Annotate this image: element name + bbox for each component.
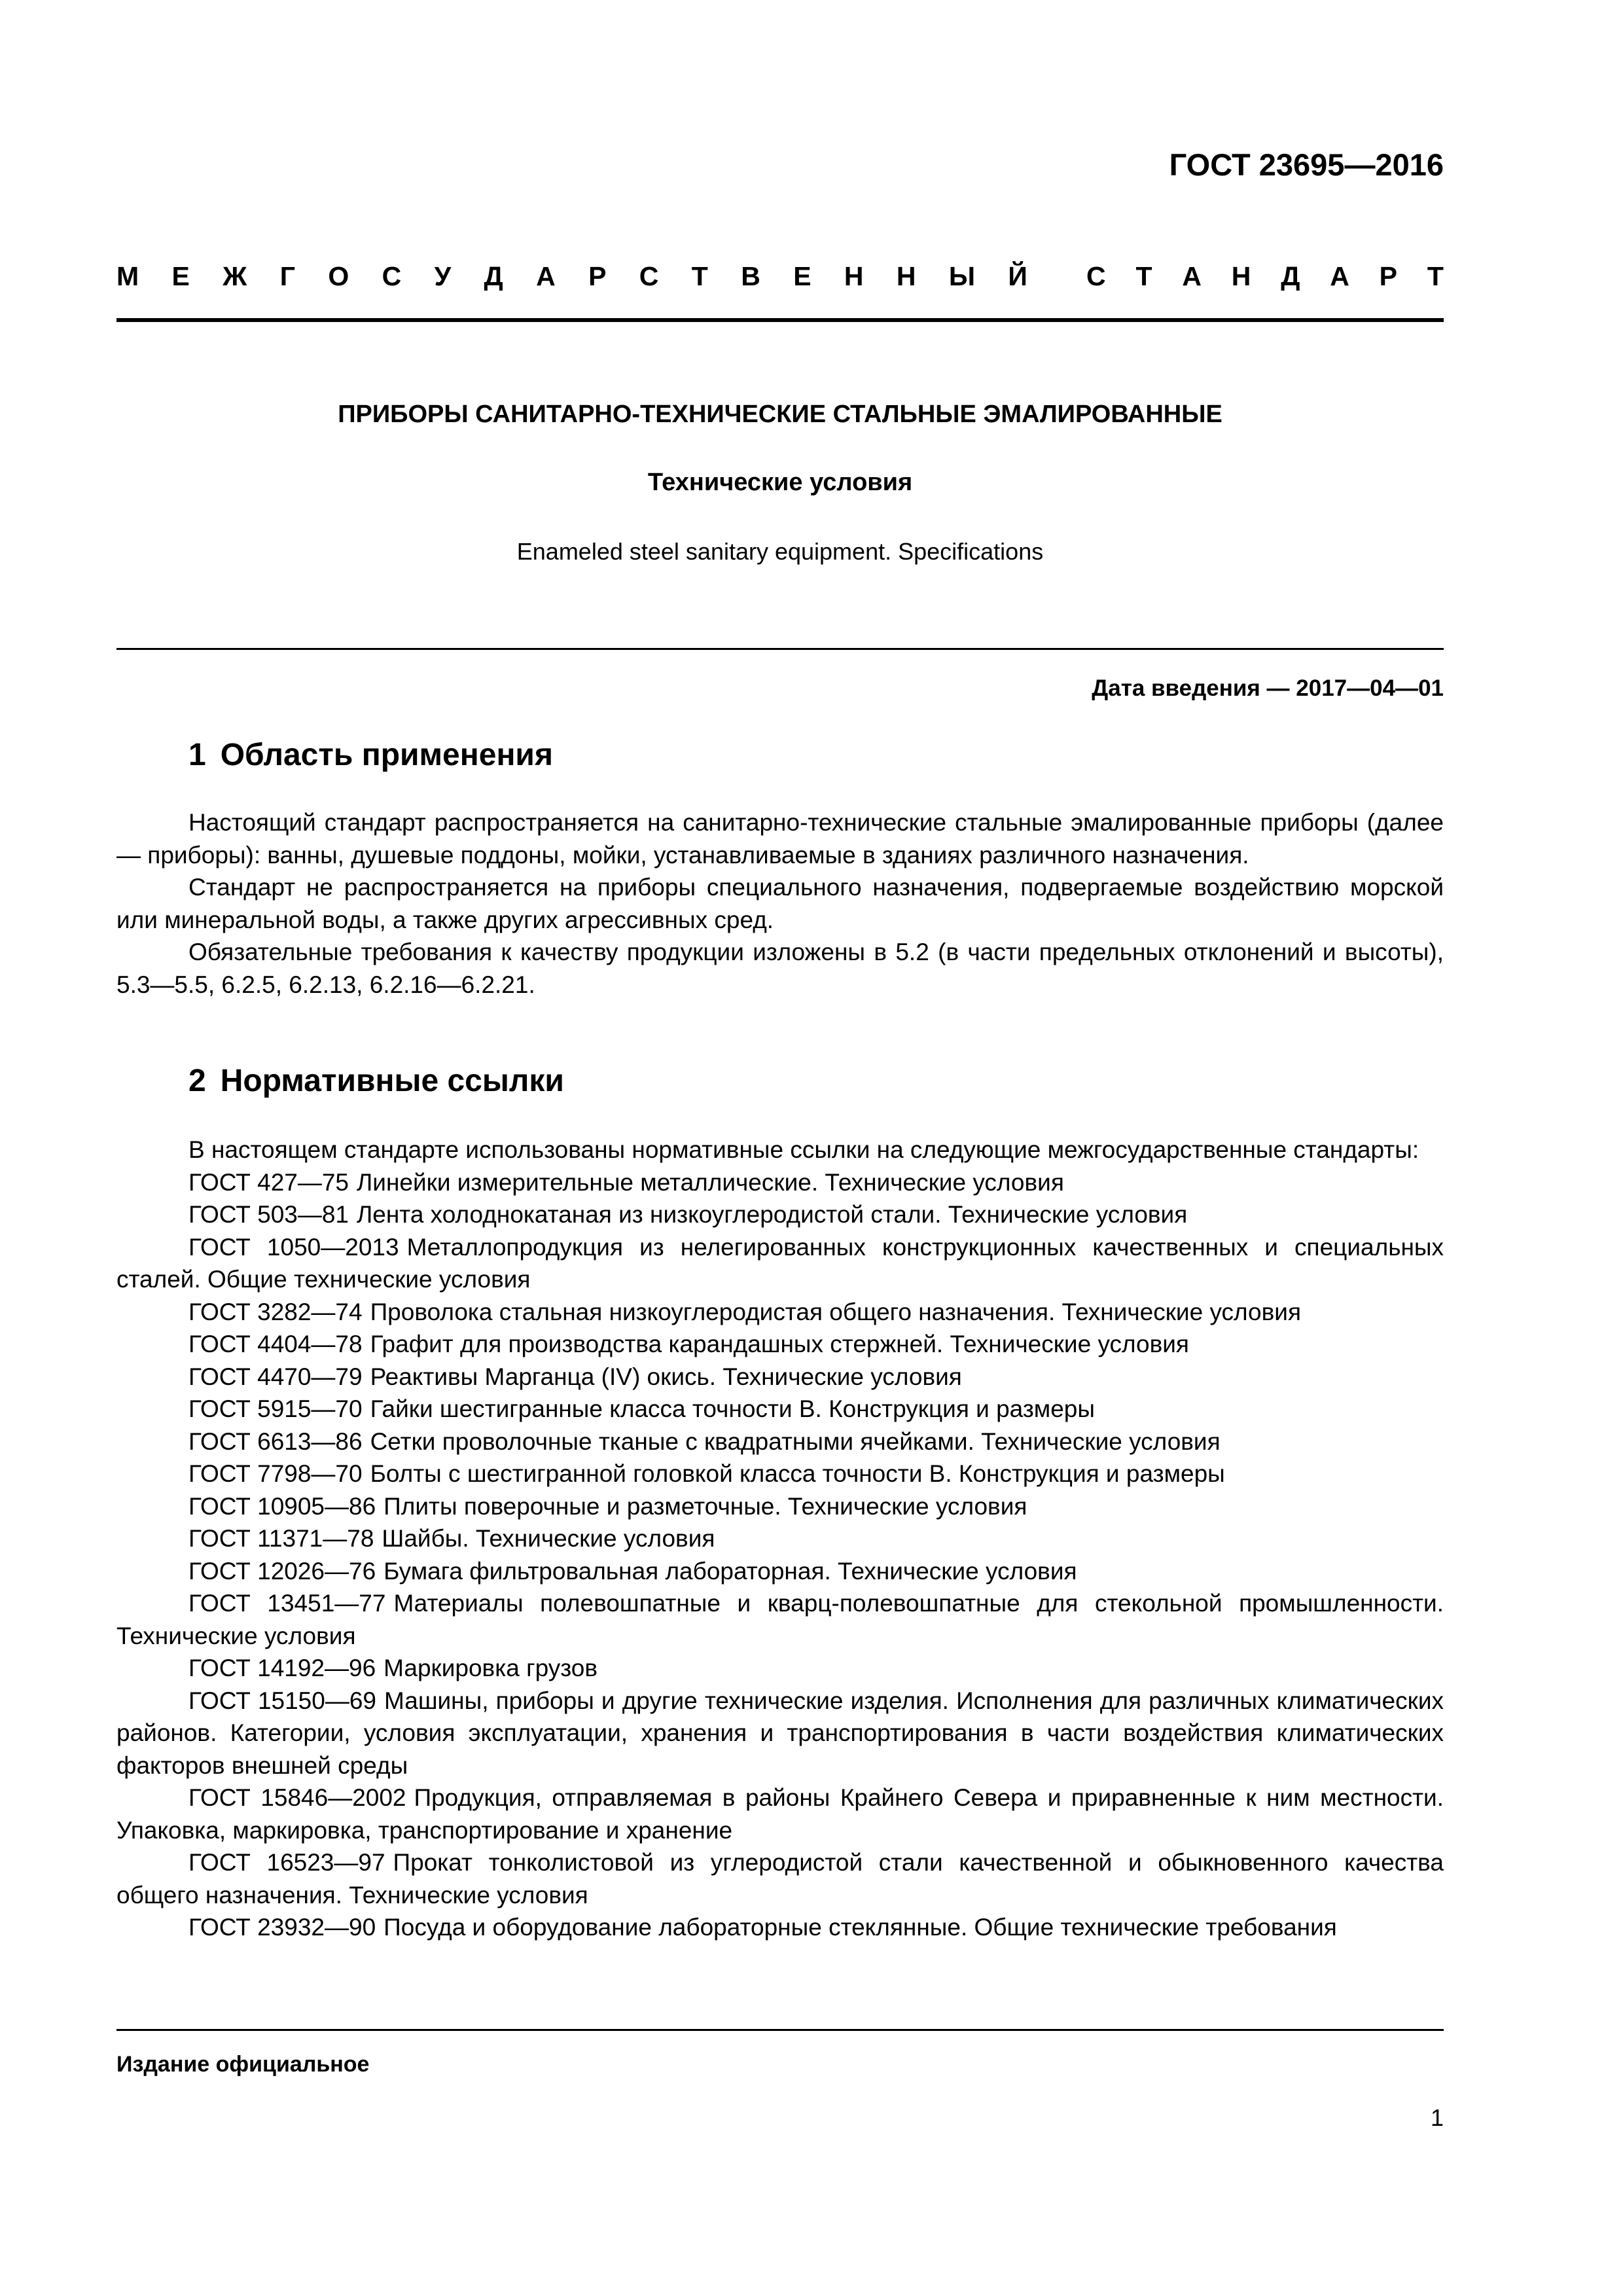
reference-code: ГОСТ 3282—74 [188, 1298, 363, 1325]
edition-label: Издание официальное [116, 2052, 370, 2077]
document-code: ГОСТ 23695—2016 [1169, 147, 1444, 182]
header-letter: М [116, 260, 139, 291]
header-letter: А [1182, 260, 1202, 291]
reference-item [116, 1361, 1444, 1393]
header-letter: Т [691, 260, 708, 291]
standard-type-word-interstate [116, 261, 1027, 292]
paragraph: Настоящий стандарт распространяется на санитарно-технические стальные эмалированные приборы (далее — приборы): ванны, душевые поддоны, мойки, устанавливаемые в зданиях различного назначения. [116, 809, 1444, 869]
reference-code: ГОСТ 16523—97 [188, 1849, 385, 1876]
english-title: Enameled steel sanitary equipment. Specifications [516, 538, 1044, 565]
reference-title: Графит для производства карандашных стержней. Технические условия [370, 1331, 1189, 1357]
reference-code: ГОСТ 7798—70 [188, 1460, 363, 1487]
header-letter: Т [1135, 260, 1152, 291]
reference-code: ГОСТ 4470—79 [188, 1363, 363, 1390]
reference-item [116, 1782, 1444, 1846]
reference-code: ГОСТ 503—81 [188, 1201, 349, 1228]
section-1-body [116, 806, 1444, 1001]
footer-rule [116, 2029, 1444, 2031]
reference-title: Машины, приборы и другие технические изделия. Исполнения для различных климатических районов. Категории, условия эксплуатации, хранения и транспортирования в части воздействия климатических факторов внешней среды [116, 1687, 1444, 1779]
reference-title: Бумага фильтровальная лабораторная. Технические условия [383, 1557, 1077, 1585]
header-letter: Д [484, 260, 503, 291]
reference-item [116, 1166, 1444, 1199]
section-1-heading [188, 736, 553, 775]
reference-code: ГОСТ 427—75 [188, 1168, 349, 1196]
reference-title: Металлопродукция из нелегированных конструкционных качественных и специальных сталей. Общие технические условия [116, 1233, 1444, 1293]
reference-item [116, 1846, 1444, 1911]
reference-title: Шайбы. Технические условия [382, 1525, 715, 1552]
reference-code: ГОСТ 6613—86 [188, 1427, 363, 1455]
header-letter: С [1086, 260, 1106, 291]
reference-title: Проволока стальная низкоуглеродистая общего назначения. Технические условия [370, 1298, 1301, 1325]
header-letter: С [639, 260, 659, 291]
document-page [116, 0, 1444, 2296]
reference-item [116, 1555, 1444, 1588]
header-letter: Р [588, 260, 607, 291]
header-letter: Р [1379, 260, 1398, 291]
reference-item [116, 1911, 1444, 1944]
document-title: ПРИБОРЫ САНИТАРНО-ТЕХНИЧЕСКИЕ СТАЛЬНЫЕ ЭМАЛИРОВАННЫЕ [338, 401, 1222, 428]
reference-code: ГОСТ 12026—76 [188, 1557, 376, 1585]
reference-title: Плиты поверочные и разметочные. Технические условия [383, 1492, 1027, 1520]
standard-type-word-standard [1086, 261, 1444, 292]
reference-code: ГОСТ 23932—90 [188, 1914, 376, 1941]
reference-item [116, 1328, 1444, 1361]
reference-item [116, 1522, 1444, 1555]
reference-title: Продукция, отправляемая в районы Крайнего Севера и приравненные к ним местности. Упаковка, маркировка, транспортирование и хранение [116, 1784, 1444, 1844]
reference-title: Лента холоднокатаная из низкоуглеродистой стали. Технические условия [357, 1201, 1188, 1228]
header-rule [116, 318, 1444, 322]
reference-title: Болты с шестигранной головкой класса точности В. Конструкция и размеры [370, 1460, 1225, 1487]
header-letter: У [434, 260, 452, 291]
normative-reference-list [116, 1166, 1444, 1944]
reference-code: ГОСТ 15846—2002 [188, 1784, 406, 1811]
reference-code: ГОСТ 11371—78 [188, 1525, 374, 1552]
reference-item [116, 1458, 1444, 1490]
header-letter: Н [844, 260, 864, 291]
reference-item [116, 1198, 1444, 1231]
header-letter: Н [896, 260, 916, 291]
introduction-date: Дата введения — 2017—04—01 [1092, 675, 1444, 701]
header-letter: Д [1281, 260, 1300, 291]
paragraph: Обязательные требования к качеству продукции изложены в 5.2 (в части предельных отклонений и высоты), 5.3—5.5, 6.2.5, 6.2.13, 6.2.16—6.2.21. [116, 939, 1444, 998]
reference-item [116, 1231, 1444, 1296]
reference-title: Материалы полевошпатные и кварц-полевошпатные для стекольной промышленности. Технические условия [116, 1590, 1444, 1649]
reference-code: ГОСТ 5915—70 [188, 1395, 363, 1422]
header-letter: О [328, 260, 349, 291]
reference-code: ГОСТ 4404—78 [188, 1331, 363, 1357]
reference-item [116, 1426, 1444, 1458]
section-number: 2 [188, 1064, 206, 1098]
header-letter: Н [1231, 260, 1251, 291]
section-2-body [116, 1134, 1444, 1944]
section-title: Область применения [220, 738, 553, 772]
reference-title: Маркировка грузов [383, 1655, 598, 1681]
reference-code: ГОСТ 13451—77 [188, 1590, 386, 1617]
reference-item [116, 1652, 1444, 1685]
title-rule [116, 648, 1444, 650]
standard-type-header [116, 257, 1444, 296]
reference-code: ГОСТ 1050—2013 [188, 1233, 399, 1261]
reference-item [116, 1490, 1444, 1523]
header-letter: А [1330, 260, 1349, 291]
header-letter: Т [1427, 260, 1444, 291]
section-number: 1 [188, 738, 206, 772]
header-letter: Е [793, 260, 812, 291]
reference-title: Посуда и оборудование лабораторные стеклянные. Общие технические требования [383, 1914, 1337, 1941]
section-title: Нормативные ссылки [220, 1064, 564, 1098]
reference-title: Прокат тонколистовой из углеродистой стали качественной и обыкновенного качества общего назначения. Технические условия [116, 1849, 1444, 1909]
reference-title: Линейки измерительные металлические. Технические условия [357, 1168, 1064, 1196]
header-letter: В [741, 260, 760, 291]
paragraph: Стандарт не распространяется на приборы специального назначения, подвергаемые воздействию морской или минеральной воды, а также других агрессивных сред. [116, 874, 1444, 933]
reference-code: ГОСТ 14192—96 [188, 1655, 376, 1681]
reference-item [116, 1587, 1444, 1652]
reference-title: Гайки шестигранные класса точности В. Конструкция и размеры [370, 1395, 1095, 1422]
reference-title: Сетки проволочные тканые с квадратными ячейками. Технические условия [370, 1427, 1221, 1455]
header-letter: С [382, 260, 402, 291]
page-number: 1 [1430, 2104, 1444, 2131]
reference-item [116, 1296, 1444, 1329]
header-letter: Ы [948, 260, 976, 291]
section-2-heading [188, 1062, 564, 1101]
header-letter: Г [279, 260, 295, 291]
header-letter: Ж [223, 260, 247, 291]
reference-code: ГОСТ 10905—86 [188, 1492, 376, 1520]
header-letter: Й [1008, 260, 1027, 291]
reference-item [116, 1685, 1444, 1782]
reference-code: ГОСТ 15150—69 [188, 1687, 376, 1714]
reference-item [116, 1393, 1444, 1426]
document-subtitle: Технические условия [647, 469, 913, 496]
reference-title: Реактивы Марганца (IV) окись. Технические условия [370, 1363, 962, 1390]
header-letter: А [536, 260, 556, 291]
paragraph: В настоящем стандарте использованы нормативные ссылки на следующие межгосударственные стандарты: [188, 1136, 1419, 1163]
header-letter: Е [171, 260, 190, 291]
